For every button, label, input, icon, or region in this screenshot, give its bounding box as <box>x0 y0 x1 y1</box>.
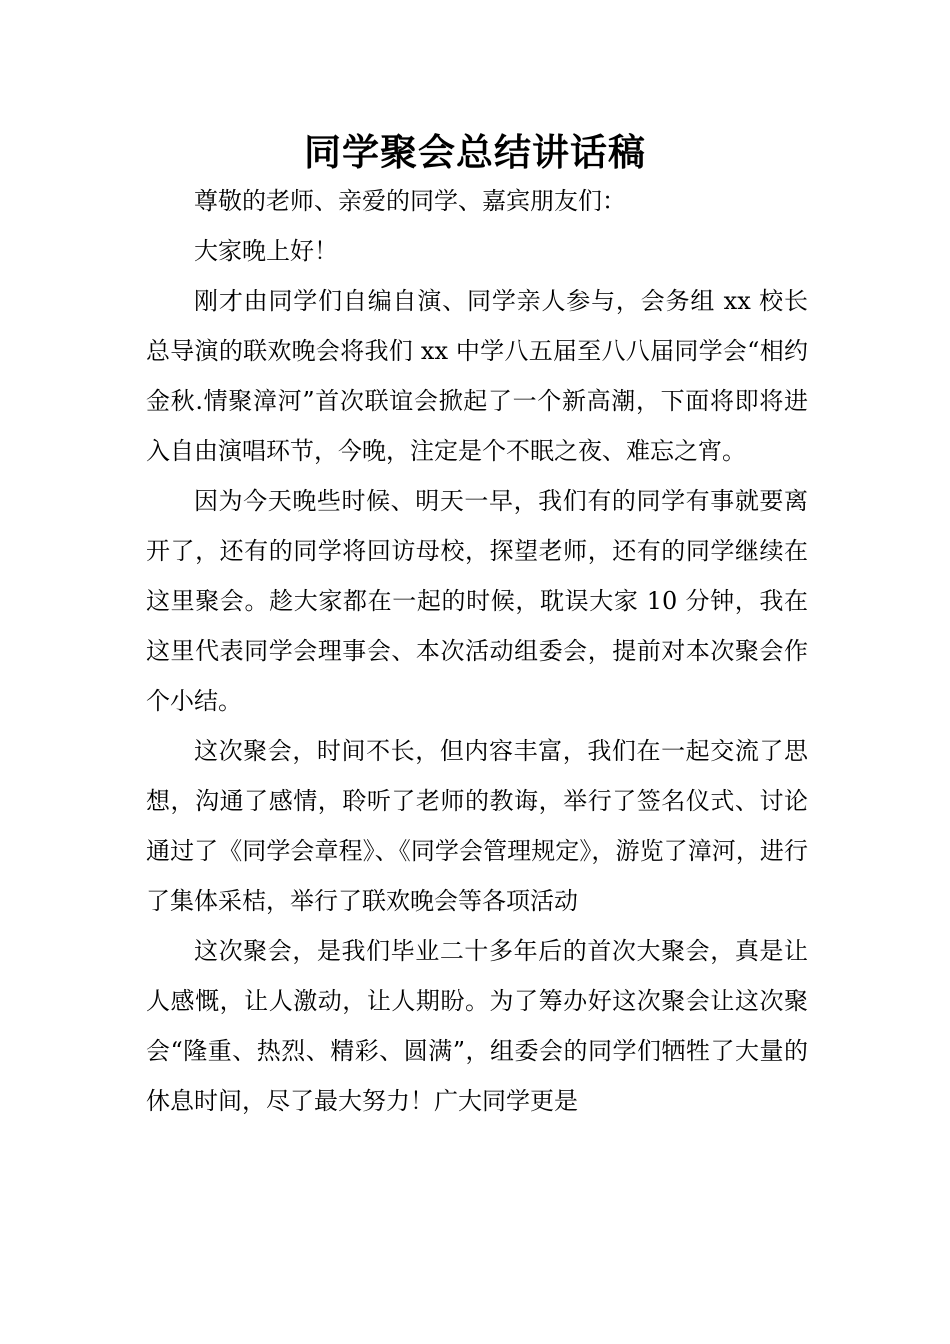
salutation-paragraph: 尊敬的老师、亲爱的同学、嘉宾朋友们： <box>194 187 626 215</box>
document-title: 同学聚会总结讲话稿 <box>304 130 646 174</box>
body-paragraph: 刚才由同学们自编自演、同学亲人参与，会务组 xx 校长总导演的联欢晚会将我们 xx 中学八五届至八八届同学会“相约金秋.情聚漳河”首次联谊会掀起了一个新高潮，下面将即将进入自由演唱环节，今晚，注定是个不眠之夜、难忘之宵。 <box>146 287 808 465</box>
greeting-paragraph: 大家晚上好！ <box>194 237 338 265</box>
body-paragraph: 因为今天晚些时候、明天一早，我们有的同学有事就要离开了，还有的同学将回访母校，探望老师，还有的同学继续在这里聚会。趁大家都在一起的时候，耽误大家 10 分钟，我在这里代表同学会理事会、本次活动组委会，提前对本次聚会作个小结。 <box>146 487 808 715</box>
document-body <box>146 176 808 1126</box>
body-paragraph: 这次聚会，时间不长，但内容丰富，我们在一起交流了思想，沟通了感情，聆听了老师的教诲，举行了签名仪式、讨论通过了《同学会章程》、《同学会管理规定》，游览了漳河，进行了集体采桔，举行了联欢晚会等各项活动 <box>146 737 808 915</box>
body-paragraph: 这次聚会，是我们毕业二十多年后的首次大聚会，真是让人感慨，让人激动，让人期盼。为了筹办好这次聚会让这次聚会“隆重、热烈、精彩、圆满”，组委会的同学们牺牲了大量的休息时间，尽了最大努力！广大同学更是 <box>146 937 808 1115</box>
